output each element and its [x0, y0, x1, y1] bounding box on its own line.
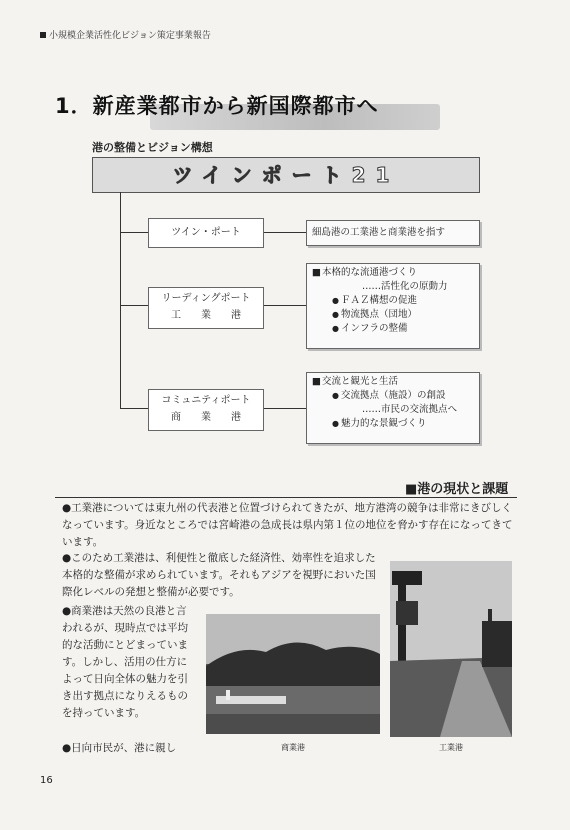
paragraph: ●商業港は天然の良港と言われるが、現時点では平均的な活動にとどまっています。しかし、活用の仕方によって日向全体の魅力を引き出す拠点になりえるものを持っています。 [62, 605, 188, 719]
twin-port-desc-box [306, 220, 480, 246]
connector [263, 408, 307, 409]
photo-caption-left: 商業港 [281, 743, 305, 752]
connector [120, 232, 148, 233]
paragraph: ●日向市民が、港に親し [62, 742, 177, 754]
desc-item: ……活性化の原動力 [362, 281, 448, 292]
desc-item: ● ＦＡＺ構想の促進 [312, 294, 474, 308]
section-heading: ■ 港の現状と課題 [405, 478, 508, 497]
commercial-port-photo [206, 614, 380, 734]
connector [263, 232, 307, 233]
desc-item: ● インフラの整備 [312, 322, 474, 336]
running-header: 小規模企業活性化ビジョン策定事業報告 [40, 28, 211, 41]
desc-heading: ■ 交流と観光と生活 [312, 375, 474, 389]
page-title: 1．新産業都市から新国際都市へ [55, 94, 379, 118]
twin-port-banner: ツインポート21 [92, 157, 480, 193]
page-number: 16 [40, 775, 53, 786]
desc-item: ● 物流拠点（団地） [312, 308, 474, 322]
leading-port-label: リーディングポート [161, 293, 251, 304]
twin-port-desc: 細島港の工業港と商業港を指す [312, 227, 446, 238]
commercial-port-label: 商 業 港 [171, 412, 241, 423]
connector [263, 305, 307, 306]
paragraph: ●このため工業港は、利便性と徹底した経済性、効率性を追求した本格的な整備が求められています。それもアジアを視野においた国際化レベルの発想と整備が必要です。 [62, 552, 376, 598]
connector [120, 305, 148, 306]
leading-port-desc-box [306, 263, 480, 349]
section-rule [55, 497, 517, 498]
desc-heading: ■ 本格的な流通港づくり [312, 266, 474, 280]
photo-caption-right: 工業港 [439, 743, 463, 752]
industrial-port-photo [390, 561, 512, 737]
desc-item: ● 交流拠点（施設）の創設 [312, 389, 474, 403]
diagram-trunk-line [120, 192, 121, 408]
desc-item: ……市民の交流拠点へ [362, 404, 458, 415]
diagram-subtitle: 港の整備とビジョン構想 [92, 141, 213, 154]
industrial-port-label: 工 業 港 [171, 310, 241, 321]
community-port-box [148, 389, 264, 431]
paragraph: ●工業港については東九州の代表港と位置づけられてきたが、地方港湾の競争は非常にきびしくなっています。身近なところでは宮崎港の急成長は県内第１位の地位を脅かす存在になってきています。 [62, 502, 513, 548]
twin-port-box [148, 218, 264, 248]
community-port-label: コミュニティポート [161, 395, 251, 406]
desc-item: ● 魅力的な景観づくり [312, 417, 474, 431]
leading-port-box [148, 287, 264, 329]
connector [120, 408, 148, 409]
community-port-desc-box [306, 372, 480, 444]
twin-port-label: ツイン・ポート [171, 227, 241, 238]
